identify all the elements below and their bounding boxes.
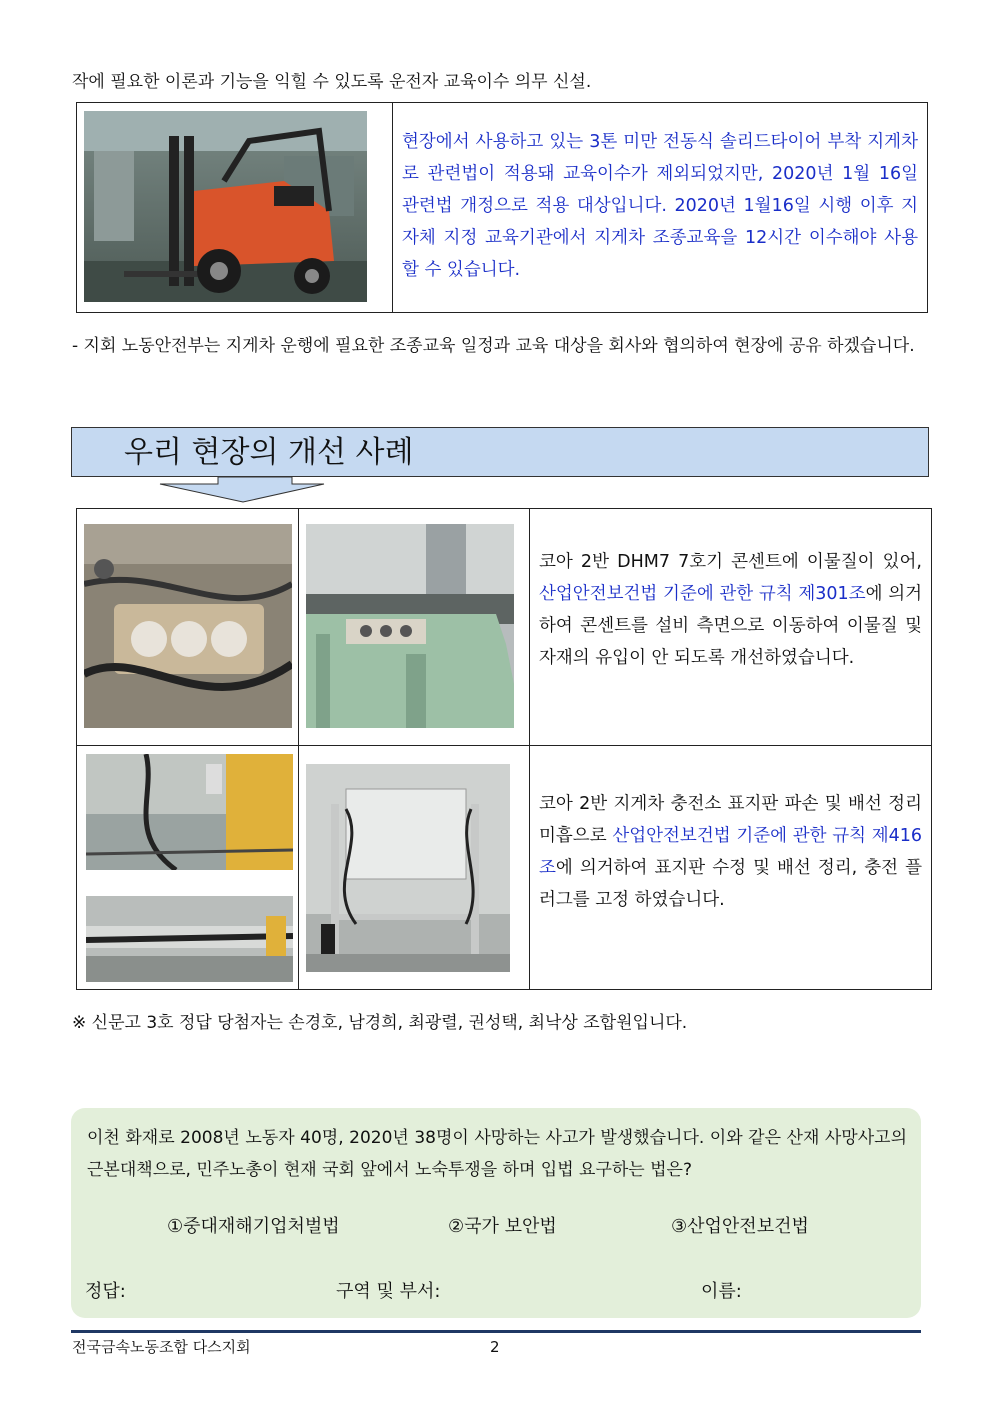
quiz-option-1[interactable]: ①중대재해기업처벌법: [167, 1216, 340, 1237]
footer-org: 전국금속노동조합 다스지회: [72, 1338, 251, 1356]
section-banner: [71, 427, 929, 477]
intro-line: 작에 필요한 이론과 기능을 익힐 수 있도록 운전자 교육이수 의무 신설.: [72, 72, 592, 92]
footer-rule: [71, 1330, 921, 1333]
quiz-box: [71, 1108, 921, 1318]
case2-wiring-photo: [86, 754, 293, 870]
forklift-photo: [84, 111, 367, 302]
section-title: 우리 현장의 개선 사례: [124, 435, 414, 470]
forklift-info-text: 현장에서 사용하고 있는 3톤 미만 전동식 솔리드타이어 부착 지게차로 관련법이 적용돼 교육이수가 제외되었지만, 2020년 1월 16일 관련법 개정으로 적용 대상입니다. 2020년 1월16일 시행 이후 지자체 지정 교육기관에서 지게차 조종교육을 12시간 이수해야 사용할 수 있습니다.: [402, 132, 918, 280]
name-label: 이름:: [701, 1281, 742, 1302]
case2-charging-station-photo: [306, 764, 510, 972]
quiz-option-2[interactable]: ②국가 보안법: [448, 1216, 557, 1237]
case2-text: 코아 2반 지게차 충전소 표지판 파손 및 배선 정리 미흡으로 산업안전보건법 기준에 관한 규칙 제416조에 의거하여 표지판 수정 및 배선 정리, 충전 플러그를 고정 하였습니다.: [539, 794, 923, 910]
winners-note: ※ 신문고 3호 정답 당첨자는 손경호, 남경희, 최광렬, 권성택, 최낙상 조합원입니다.: [72, 1013, 688, 1033]
quiz-question: 이천 화재로 2008년 노동자 40명, 2020년 38명이 사망하는 사고가 발생했습니다. 이와 같은 산재 사망사고의 근본대책으로, 민주노총이 현재 국회 앞에서 노숙투쟁을 하며 입법 요구하는 법은?: [87, 1128, 907, 1180]
banner-arrow-icon: [158, 476, 328, 504]
notice-paragraph: - 지회 노동안전부는 지게차 운행에 필요한 조종교육 일정과 교육 대상을 회사와 협의하여 현장에 공유 하겠습니다.: [72, 336, 915, 356]
case1-after-photo: [306, 524, 514, 728]
dept-label: 구역 및 부서:: [336, 1281, 441, 1302]
case2-plug-photo: [86, 896, 293, 982]
case1-before-photo: [84, 524, 292, 728]
answer-label: 정답:: [85, 1281, 126, 1302]
case1-text: 코아 2반 DHM7 7호기 콘센트에 이물질이 있어, 산업안전보건법 기준에 관한 규칙 제301조에 의거하여 콘센트를 설비 측면으로 이동하여 이물질 및 자재의 유입이 안 되도록 개선하였습니다.: [539, 552, 923, 668]
quiz-option-3[interactable]: ③산업안전보건법: [671, 1216, 809, 1237]
page-number: 2: [490, 1338, 500, 1356]
